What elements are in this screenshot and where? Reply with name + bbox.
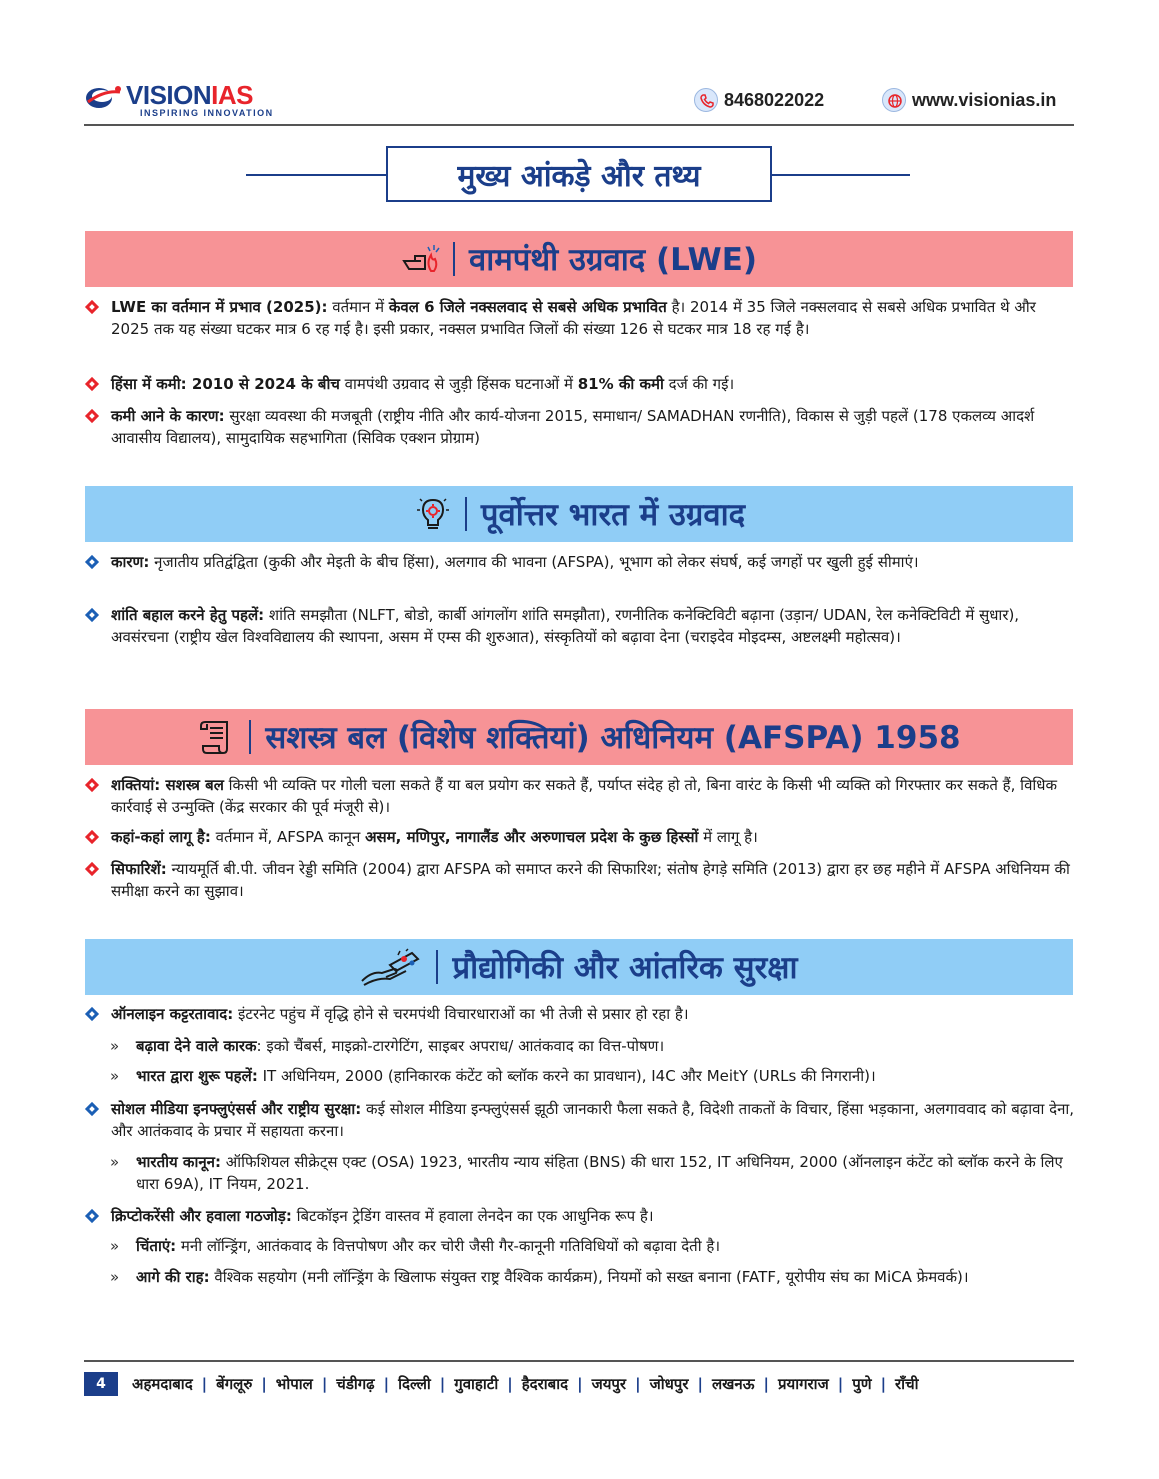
city-link[interactable]: जयपुर <box>591 1375 627 1393</box>
bullet-diamond-icon <box>85 409 99 423</box>
sub-list-item <box>108 1266 1075 1288</box>
brand-main: VISION <box>126 80 212 110</box>
bullet-diamond-icon <box>85 555 99 569</box>
bullet-diamond-icon <box>85 778 99 792</box>
bullet-label: शक्तियां: सशस्त्र बल <box>111 776 224 794</box>
bullet-diamond-icon <box>85 862 99 876</box>
list-item <box>85 826 1075 848</box>
section-banner-technology <box>85 939 1073 995</box>
banner-separator <box>249 720 251 754</box>
chevron-right-icon: » <box>110 1268 120 1286</box>
page-footer <box>84 1360 1074 1393</box>
city-link[interactable]: राँची <box>895 1375 919 1393</box>
scroll-document-icon <box>197 717 237 757</box>
bullet-text: वामपंथी उग्रवाद से जुड़ी हिंसक घटनाओं में <box>339 375 578 393</box>
bullet-diamond-icon <box>85 1102 99 1116</box>
city-list <box>84 1372 918 1396</box>
sub-label: आगे की राह: <box>136 1268 210 1286</box>
city-separator: | <box>763 1375 769 1393</box>
chevron-right-icon: » <box>110 1067 120 1085</box>
city-separator: | <box>439 1375 446 1393</box>
website-contact[interactable] <box>882 88 1056 112</box>
bullet-text: वर्तमान में, AFSPA कानून <box>210 828 366 846</box>
bullet-emphasis: 81% की कमी <box>577 375 664 393</box>
city-link[interactable]: प्रयागराज <box>777 1375 829 1393</box>
bullet-diamond-icon <box>85 830 99 844</box>
bullet-label: क्रिप्टोकरेंसी और हवाला गठजोड़: <box>111 1207 292 1225</box>
sub-list-item <box>108 1151 1075 1195</box>
city-link[interactable]: दिल्ली <box>398 1375 431 1393</box>
bullet-diamond-icon <box>85 1007 99 1021</box>
bullet-text: वर्तमान में <box>327 298 389 316</box>
city-link[interactable]: पुणे <box>852 1375 872 1393</box>
chevron-right-icon: » <box>110 1037 120 1055</box>
bullet-label: कहां-कहां लागू है: <box>111 828 211 846</box>
bullet-text: सुरक्षा व्यवस्था की मजबूती (राष्ट्रीय नीति और कार्य-योजना 2015, समाधान/ SAMADHAN रणनीति), विकास से जुड़ी पहलें (178 एकलव्य आदर्श आवासीय विद्यालय), सामुदायिक सहभागिता (सिविक एक्शन प्रोग्राम) <box>111 407 1035 447</box>
city-link[interactable]: लखनऊ <box>711 1375 755 1393</box>
sub-text: ऑफिशियल सीक्रेट्स एक्ट (OSA) 1923, भारतीय न्याय संहिता (BNS) की धारा 152, IT अधिनियम, 2000 (ऑनलाइन कंटेंट को ब्लॉक करने के लिए धारा 69A), IT नियम, 2021. <box>136 1153 1063 1193</box>
banner-separator <box>436 950 438 984</box>
bullet-label: ऑनलाइन कट्टरतावाद: <box>111 1005 234 1023</box>
page-header <box>84 80 1074 126</box>
section-title-northeast: पूर्वोत्तर भारत में उग्रवाद <box>480 497 746 533</box>
sub-list-item <box>108 1235 1075 1257</box>
bullet-text: में लागू है। <box>698 828 758 846</box>
brand-logo[interactable] <box>84 82 274 118</box>
sub-label: भारतीय कानून: <box>136 1153 221 1171</box>
bullet-label: कमी आने के कारण: <box>111 407 225 425</box>
section-banner-afspa <box>85 709 1073 765</box>
list-item <box>85 1003 1075 1025</box>
brand-accent: IAS <box>211 80 253 110</box>
city-link[interactable]: गुवाहाटी <box>454 1375 499 1393</box>
hand-network-icon <box>360 947 424 987</box>
sub-label: बढ़ावा देने वाले कारक <box>136 1037 257 1055</box>
chevron-right-icon: » <box>110 1237 120 1255</box>
title-rule-right <box>772 174 910 176</box>
city-link[interactable]: चंडीगढ़ <box>336 1375 375 1393</box>
page-title-block <box>246 146 910 202</box>
list-item <box>85 604 1075 648</box>
city-separator: | <box>261 1375 267 1393</box>
bullet-text: शांति समझौता (NLFT, बोडो, कार्बी आंगलोंग शांति समझौता), रणनीतिक कनेक्टिविटी बढ़ाना (उड़ान/ UDAN, रेल कनेक्टिविटी में सुधार), अवसंरचना (राष्ट्रीय खेल विश्वविद्यालय की स्थापना, असम में एम्स की शुरुआत), संस्कृतियों को बढ़ावा देना (चराइदेव मोइदम्स, अष्टलक्ष्मी महोत्सव)। <box>111 606 1020 646</box>
city-separator: | <box>383 1375 390 1393</box>
bullet-text: नृजातीय प्रतिद्वंद्विता (कुकी और मेइती के बीच हिंसा), अलगाव की भावना (AFSPA), भूभाग को लेकर संघर्ष, कई जगहों पर खुली हुई सीमाएं। <box>149 553 919 571</box>
bullet-emphasis: असम, मणिपुर, नागालैंड और अरुणाचल प्रदेश के कुछ हिस्सों <box>365 828 699 846</box>
bullet-emphasis: केवल 6 जिले नक्सलवाद से सबसे अधिक प्रभावित <box>388 298 667 316</box>
sub-list-item <box>108 1065 1075 1087</box>
title-rule-left <box>246 174 386 176</box>
bullet-diamond-icon <box>85 608 99 622</box>
list-item <box>85 405 1075 449</box>
hand-flame-icon <box>401 239 441 279</box>
bullet-label: शांति बहाल करने हेतु पहलें: <box>111 606 265 624</box>
city-separator: | <box>697 1375 703 1393</box>
section-title-lwe: वामपंथी उग्रवाद (LWE) <box>468 242 758 278</box>
bullet-text: है। 2014 में 35 जिले नक्सलवाद से सबसे अधिक प्रभावित थे और 2025 तक यह संख्या घटकर मात्र 6 रह गई है। इसी प्रकार, नक्सल प्रभावित जिलों की संख्या 126 से घटकर मात्र 18 रह गई है। <box>111 298 1036 338</box>
city-separator: | <box>507 1375 513 1393</box>
bullet-text: कई सोशल मीडिया इन्फ्लुएंसर्स झूठी जानकारी फैला सकते है, विदेशी ताकतों के विचार, हिंसा भड़काना, अलगाववाद को बढ़ावा देना, और आतंकवाद के प्रचार में सहायता करना। <box>111 1100 1075 1140</box>
brand-tagline: INSPIRING INNOVATION <box>140 108 274 118</box>
bullet-label: सिफारिशें: <box>111 860 167 878</box>
city-separator: | <box>321 1375 328 1393</box>
city-separator: | <box>635 1375 641 1393</box>
sub-text: मनी लॉन्ड्रिंग, आतंकवाद के वित्तपोषण और कर चोरी जैसी गैर-कानूनी गतिविधियों को बढ़ावा देती है। <box>176 1237 721 1255</box>
logo-swoosh-icon <box>84 82 122 112</box>
list-item <box>85 1098 1075 1142</box>
bullet-text: इंटरनेट पहुंच में वृद्धि होने से चरमपंथी विचारधाराओं का भी तेजी से प्रसार हो रहा है। <box>233 1005 689 1023</box>
city-link[interactable]: जोधपुर <box>649 1375 689 1393</box>
bullet-diamond-icon <box>85 1209 99 1223</box>
sub-text: : इको चैंबर्स, माइक्रो-टारगेटिंग, साइबर अपराध/ आतंकवाद का वित्त-पोषण। <box>256 1037 665 1055</box>
list-item <box>85 1205 1075 1227</box>
sub-text: वैश्विक सहयोग (मनी लॉन्ड्रिंग के खिलाफ संयुक्त राष्ट्र वैश्विक कार्यक्रम), नियमों को सख्त बनाना (FATF, यूरोपीय संघ का MiCA फ्रेमवर्क)। <box>209 1268 969 1286</box>
banner-separator <box>465 497 467 531</box>
city-separator: | <box>201 1375 208 1393</box>
sub-label: भारत द्वारा शुरू पहलें: <box>136 1067 258 1085</box>
page-number: 4 <box>84 1372 118 1396</box>
page-title: मुख्य आंकड़े और तथ्य <box>457 158 701 194</box>
website-url: www.visionias.in <box>912 89 1057 110</box>
city-link[interactable]: भोपाल <box>275 1375 313 1393</box>
bullet-label: सोशल मीडिया इनफ्लुएंसर्स और राष्ट्रीय सुरक्षा: <box>111 1100 362 1118</box>
section-banner-lwe <box>85 231 1073 287</box>
city-separator: | <box>577 1375 583 1393</box>
phone-number: 8468022022 <box>724 89 825 110</box>
city-separator: | <box>880 1375 887 1393</box>
list-item <box>85 296 1075 340</box>
bullet-text: बिटकॉइन ट्रेडिंग वास्तव में हवाला लेनदेन का एक आधुनिक रूप है। <box>291 1207 654 1225</box>
bullet-label: कारण: <box>111 553 150 571</box>
bullet-text: किसी भी व्यक्ति पर गोली चला सकते हैं या बल प्रयोग कर सकते हैं, पर्याप्त संदेह हो तो, बिना वारंट के किसी भी व्यक्ति को गिरफ्तार कर सकते हैं, विधिक कार्रवाई से उन्मुक्ति (केंद्र सरकार की पूर्व मंजूरी से)। <box>111 776 1058 816</box>
bullet-diamond-icon <box>85 377 99 391</box>
list-item <box>85 858 1075 902</box>
lightbulb-gear-icon <box>413 494 453 534</box>
section-title-afspa: सशस्त्र बल (विशेष शक्तियां) अधिनियम (AFSPA) 1958 <box>265 720 961 756</box>
list-item <box>85 774 1075 818</box>
bullet-diamond-icon <box>85 300 99 314</box>
list-item <box>85 373 1075 395</box>
section-title-technology: प्रौद्योगिकी और आंतरिक सुरक्षा <box>452 950 798 986</box>
chevron-right-icon: » <box>110 1153 120 1171</box>
sub-label: चिंताएं: <box>136 1237 177 1255</box>
sub-list-item <box>108 1035 1075 1057</box>
banner-separator <box>453 242 455 276</box>
city-separator: | <box>837 1375 844 1393</box>
phone-icon <box>694 88 718 112</box>
bullet-label: हिंसा में कमी: 2010 से 2024 के बीच <box>111 375 340 393</box>
city-link[interactable]: हैदराबाद <box>521 1375 569 1393</box>
page-title-box <box>386 146 772 202</box>
globe-icon <box>882 88 906 112</box>
city-link[interactable]: अहमदाबाद <box>132 1375 193 1393</box>
list-item <box>85 551 1075 573</box>
bullet-text: न्यायमूर्ति बी.पी. जीवन रेड्डी समिति (2004) द्वारा AFSPA को समाप्त करने की सिफारिश; संतोष हेगड़े समिति (2013) द्वारा हर छह महीने में AFSPA अधिनियम की समीक्षा करने का सुझाव। <box>111 860 1070 900</box>
phone-contact[interactable] <box>694 88 824 112</box>
bullet-text: दर्ज की गई। <box>663 375 735 393</box>
sub-text: IT अधिनियम, 2000 (हानिकारक कंटेंट को ब्लॉक करने का प्रावधान), I4C और MeitY (URLs की निगरानी)। <box>257 1067 876 1085</box>
bullet-label: LWE का वर्तमान में प्रभाव (2025): <box>111 298 328 316</box>
city-link[interactable]: बेंगलूरु <box>216 1375 253 1393</box>
section-banner-northeast <box>85 486 1073 542</box>
